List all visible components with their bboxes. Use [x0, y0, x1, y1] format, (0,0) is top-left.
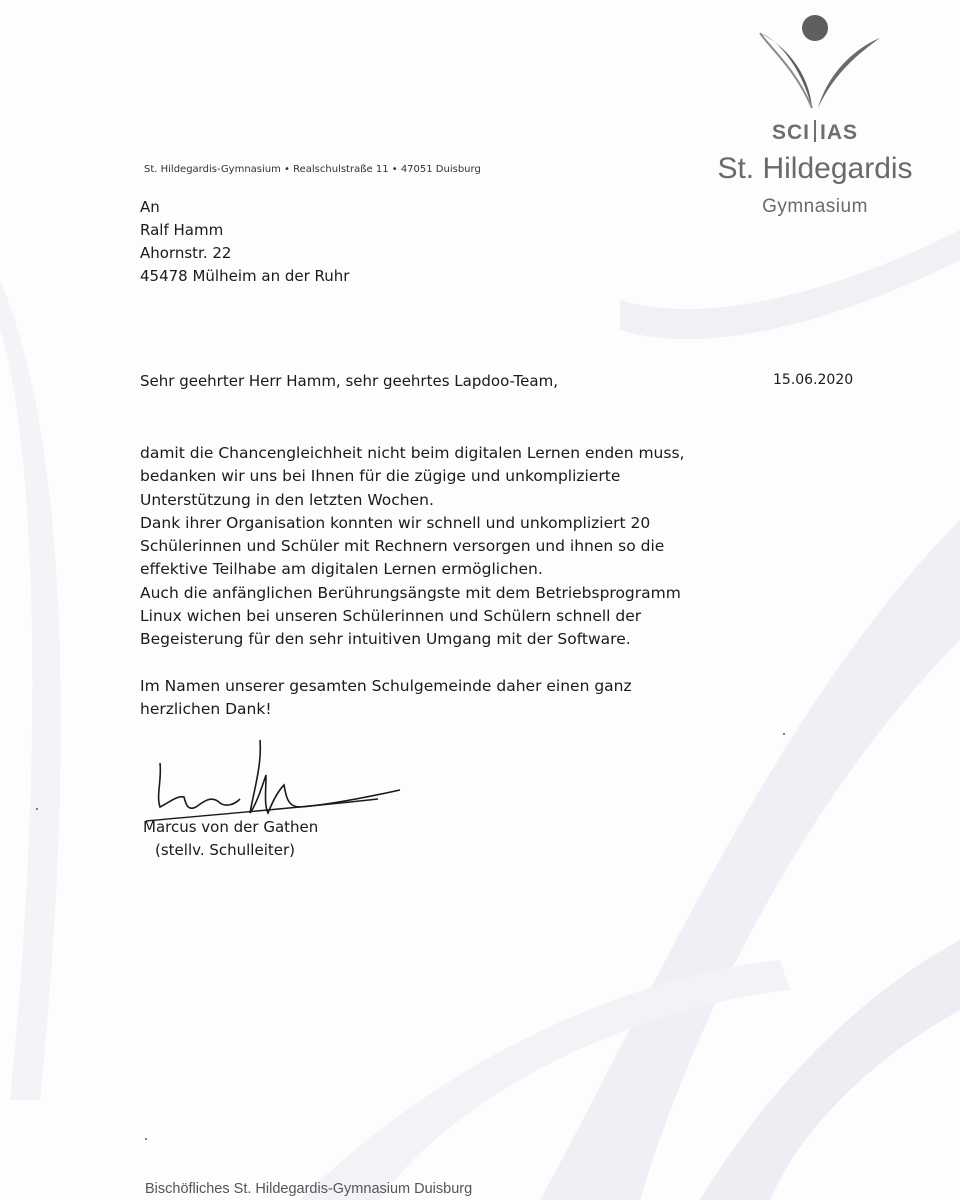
body-line: bedanken wir uns bei Ihnen für die zügige und unkomplizierte: [140, 467, 621, 486]
sender-line: St. Hildegardis-Gymnasium • Realschulstraße 11 • 47051 Duisburg: [144, 164, 481, 175]
salutation: Sehr geehrter Herr Hamm, sehr geehrtes Lapdoo-Team,: [140, 372, 558, 390]
logo-motto-right: IAS: [820, 121, 859, 144]
recipient-address: [140, 196, 349, 288]
scan-speck: [783, 733, 785, 735]
recipient-line: Ahornstr. 22: [140, 244, 232, 262]
signatory-name: Marcus von der Gathen: [143, 818, 319, 836]
body-line: Schülerinnen und Schüler mit Rechnern versorgen und ihnen so die: [140, 537, 665, 556]
body-line: Begeisterung für den sehr intuitiven Umgang mit der Software.: [140, 630, 631, 649]
scan-speck: [145, 1138, 147, 1140]
body-line: Im Namen unserer gesamten Schulgemeinde daher einen ganz: [140, 676, 632, 695]
logo-motto: [700, 120, 930, 145]
body-line: herzlichen Dank!: [140, 699, 272, 718]
logo-motto-left: SCI: [771, 121, 810, 144]
recipient-line: 45478 Mülheim an der Ruhr: [140, 267, 350, 285]
logo-figure-icon: [740, 8, 890, 118]
body-line: Unterstützung in den letzten Wochen.: [140, 490, 434, 509]
signatory-role: (stellv. Schulleiter): [155, 841, 296, 859]
footer-school-name: Bischöfliches St. Hildegardis-Gymnasium Duisburg: [145, 1181, 473, 1197]
body-line: Dank ihrer Organisation konnten wir schnell und unkompliziert 20: [140, 513, 651, 532]
body-line: Linux wichen bei unseren Schülerinnen und Schülern schnell der: [140, 607, 642, 626]
recipient-line: Ralf Hamm: [140, 221, 224, 239]
body-line: effektive Teilhabe am digitalen Lernen ermöglichen.: [140, 560, 543, 579]
letter-date: 15.06.2020: [773, 372, 854, 388]
school-logo: [700, 8, 930, 218]
body-line: Auch die anfänglichen Berührungsängste mit dem Betriebsprogramm: [140, 583, 681, 602]
school-type: Gymnasium: [762, 196, 868, 217]
school-name: St. Hildegardis: [717, 152, 913, 185]
letter-body: [140, 442, 684, 721]
recipient-line: An: [140, 198, 160, 216]
logo-motto-divider: [814, 120, 816, 142]
body-line: damit die Chancengleichheit nicht beim digitalen Lernen enden muss,: [140, 444, 685, 462]
scan-speck: [36, 808, 38, 810]
